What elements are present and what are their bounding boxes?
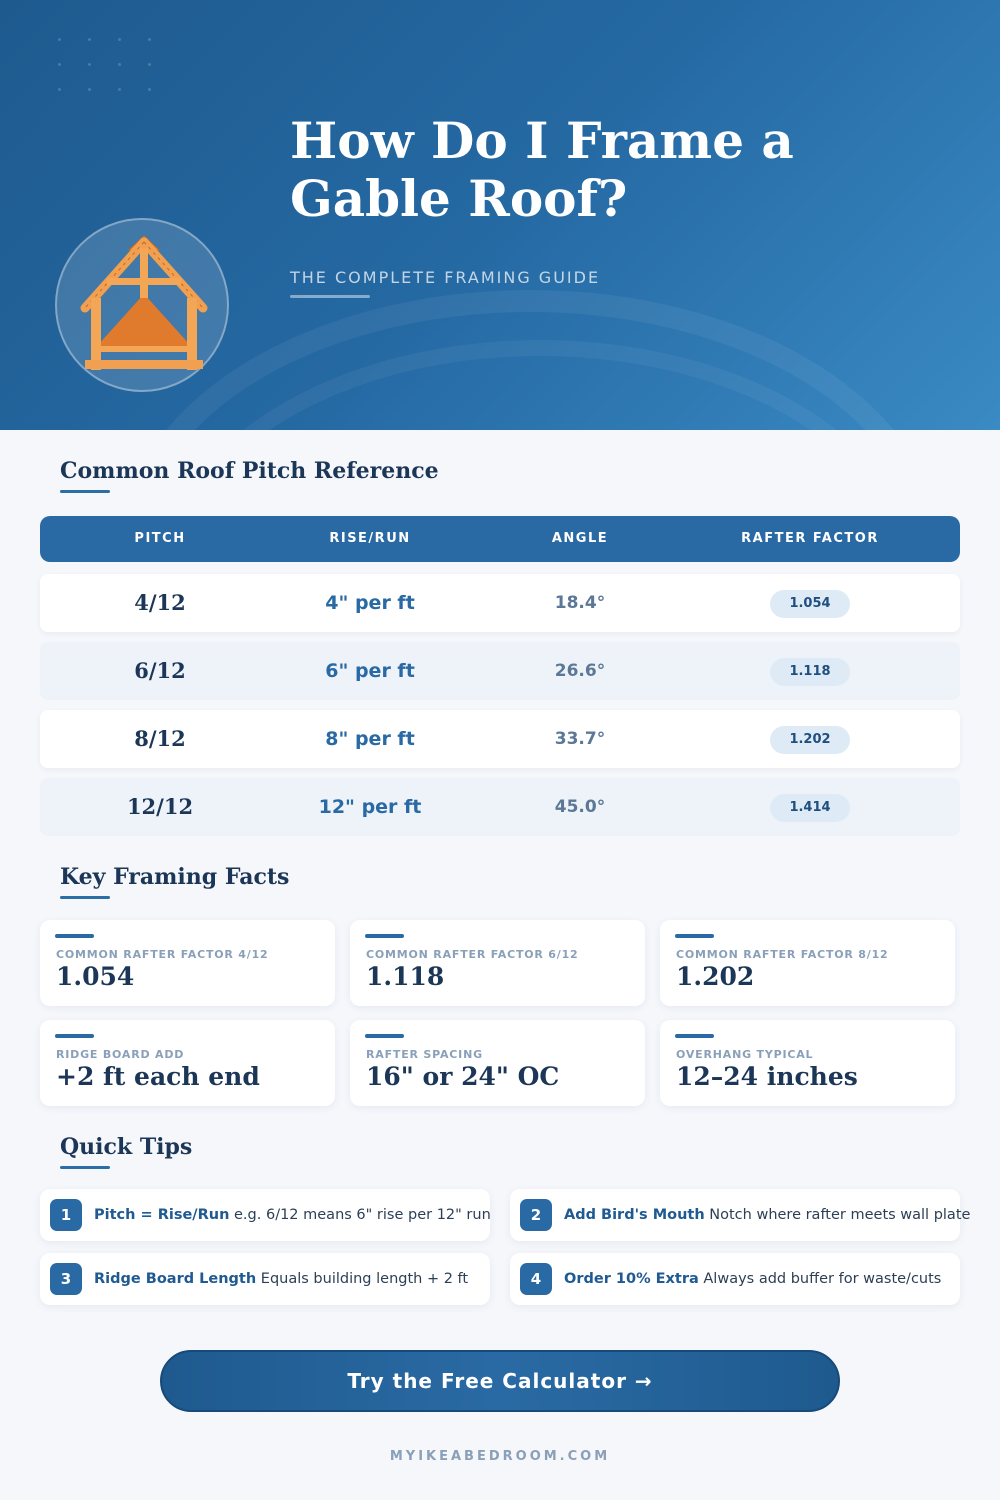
- fact-card: [40, 920, 335, 1006]
- card-accent-bar: [365, 1034, 404, 1038]
- fact-card: [660, 920, 955, 1006]
- pitch-cell: 8/12: [134, 726, 186, 751]
- column-header-angle: ANGLE: [551, 531, 609, 546]
- section-underline: [60, 1166, 110, 1169]
- page-title: How Do I Frame a Gable Roof?: [290, 111, 794, 228]
- pitch-cell: 4/12: [134, 590, 186, 615]
- decorative-dots: [52, 32, 162, 102]
- decorative-dot: [58, 63, 61, 66]
- tip-heading: Add Bird's Mouth: [564, 1207, 705, 1223]
- tip-number-badge: 3: [50, 1263, 82, 1295]
- footer-site-name: MYIKEABEDROOM.COM: [389, 1449, 611, 1464]
- angle-cell: 33.7°: [554, 729, 606, 749]
- tip-number-badge: 2: [520, 1199, 552, 1231]
- fact-value: 1.118: [366, 962, 445, 991]
- tip-body: Always add buffer for waste/cuts: [698, 1271, 942, 1287]
- card-accent-bar: [55, 1034, 94, 1038]
- fact-value: +2 ft each end: [56, 1062, 260, 1091]
- rafter-factor-badge: 1.202: [770, 726, 850, 754]
- gable-roof-emblem: [55, 218, 229, 392]
- rafter-factor-badge: 1.118: [770, 658, 850, 686]
- decorative-dot: [58, 38, 61, 41]
- fact-card: [40, 1020, 335, 1106]
- angle-cell: 45.0°: [554, 797, 606, 817]
- decorative-dot: [148, 88, 151, 91]
- tip-body: Notch where rafter meets wall plate: [704, 1207, 971, 1223]
- tip-text: [94, 1189, 491, 1241]
- try-calculator-button[interactable]: Try the Free Calculator →: [160, 1350, 840, 1412]
- card-accent-bar: [675, 934, 714, 938]
- decorative-dot: [58, 88, 61, 91]
- decorative-dot: [118, 38, 121, 41]
- card-accent-bar: [55, 934, 94, 938]
- rise-run-cell: 8" per ft: [325, 728, 415, 750]
- decorative-dot: [88, 63, 91, 66]
- page-subtitle: THE COMPLETE FRAMING GUIDE: [290, 268, 601, 287]
- column-header-pitch: PITCH: [134, 531, 186, 546]
- decorative-dot: [148, 38, 151, 41]
- fact-label: COMMON RAFTER FACTOR 6/12: [366, 948, 579, 961]
- pitch-section-title: Common Roof Pitch Reference: [60, 458, 439, 484]
- section-underline: [60, 896, 110, 899]
- tip-heading: Order 10% Extra: [564, 1271, 699, 1287]
- table-row: [40, 642, 960, 700]
- section-underline: [60, 490, 110, 493]
- fact-label: OVERHANG TYPICAL: [676, 1048, 814, 1061]
- rise-run-cell: 4" per ft: [325, 592, 415, 614]
- hero-banner: [0, 0, 1000, 430]
- fact-card: [350, 1020, 645, 1106]
- tip-item: [510, 1189, 971, 1241]
- tip-item: [40, 1189, 490, 1241]
- tips-section-title: Quick Tips: [60, 1134, 193, 1160]
- table-row: [40, 710, 960, 768]
- tip-number-badge: 4: [520, 1263, 552, 1295]
- tip-item: [510, 1253, 960, 1305]
- decorative-dot: [88, 88, 91, 91]
- subtitle-underline: [290, 295, 370, 298]
- table-row: [40, 574, 960, 632]
- angle-cell: 18.4°: [554, 593, 606, 613]
- fact-label: COMMON RAFTER FACTOR 4/12: [56, 948, 269, 961]
- fact-value: 16" or 24" OC: [366, 1062, 560, 1091]
- fact-card: [350, 920, 645, 1006]
- fact-value: 12–24 inches: [676, 1062, 858, 1091]
- rise-run-cell: 6" per ft: [325, 660, 415, 682]
- tip-text: [564, 1253, 941, 1305]
- fact-label: RAFTER SPACING: [366, 1048, 483, 1061]
- card-accent-bar: [365, 934, 404, 938]
- tip-heading: Pitch = Rise/Run: [94, 1207, 230, 1223]
- tip-text: [94, 1253, 468, 1305]
- column-header-rise-run: RISE/RUN: [329, 531, 411, 546]
- tip-item: [40, 1253, 490, 1305]
- pitch-cell: 12/12: [126, 794, 194, 819]
- fact-label: COMMON RAFTER FACTOR 8/12: [676, 948, 889, 961]
- rafter-factor-badge: 1.414: [770, 794, 850, 822]
- pitch-cell: 6/12: [134, 658, 186, 683]
- table-row: [40, 778, 960, 836]
- facts-section-title: Key Framing Facts: [60, 864, 290, 890]
- column-header-rafter-factor: RAFTER FACTOR: [741, 531, 879, 546]
- tip-number-badge: 1: [50, 1199, 82, 1231]
- decorative-dot: [118, 63, 121, 66]
- decorative-dot: [148, 63, 151, 66]
- rafter-factor-badge: 1.054: [770, 590, 850, 618]
- tip-body: Equals building length + 2 ft: [256, 1271, 469, 1287]
- tip-body: e.g. 6/12 means 6" rise per 12" run: [229, 1207, 491, 1223]
- card-accent-bar: [675, 1034, 714, 1038]
- fact-card: [660, 1020, 955, 1106]
- fact-value: 1.054: [56, 962, 135, 991]
- tip-heading: Ridge Board Length: [94, 1271, 257, 1287]
- tip-text: [564, 1189, 970, 1241]
- fact-label: RIDGE BOARD ADD: [56, 1048, 185, 1061]
- gable-roof-frame-icon: [79, 234, 209, 380]
- decorative-dot: [88, 38, 91, 41]
- pitch-table-header: [40, 516, 960, 562]
- rise-run-cell: 12" per ft: [318, 796, 422, 818]
- fact-value: 1.202: [676, 962, 755, 991]
- angle-cell: 26.6°: [554, 661, 606, 681]
- decorative-dot: [118, 88, 121, 91]
